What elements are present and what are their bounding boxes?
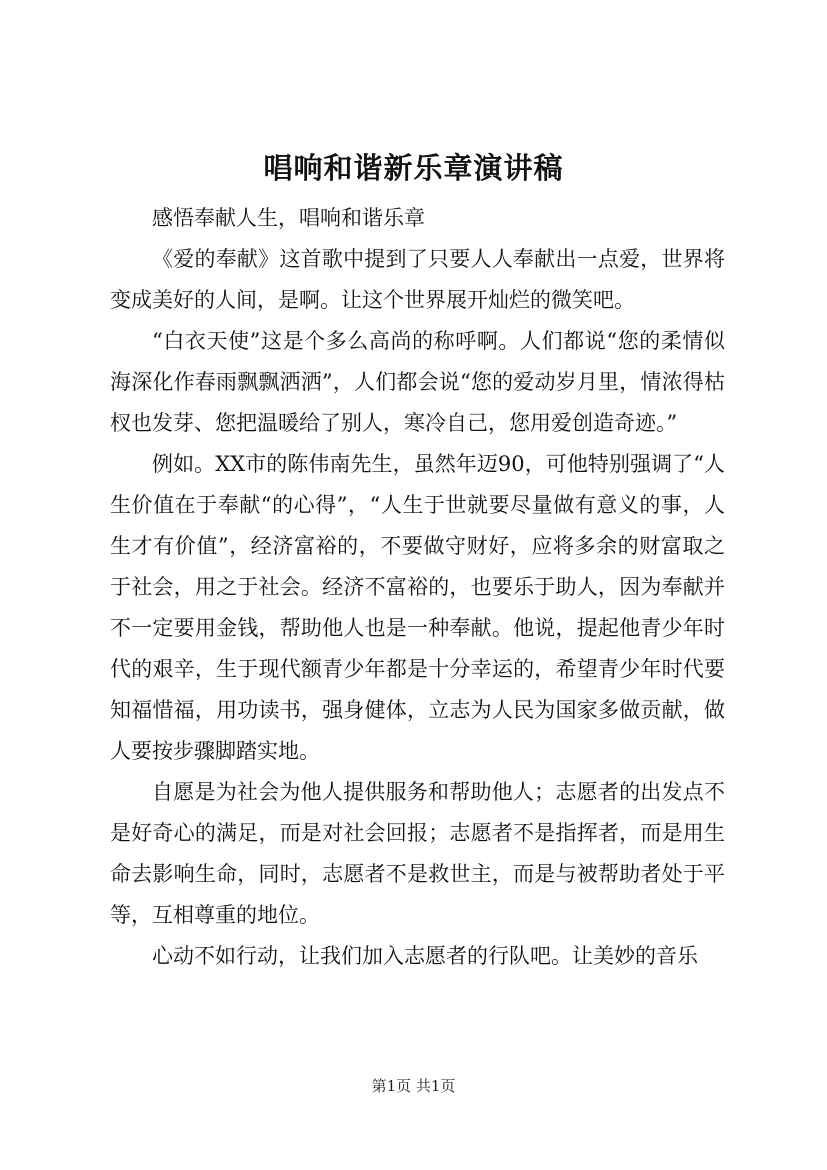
paragraph: 例如。XX市的陈伟南先生，虽然年迈90，可他特别强调了“人生价值在于奉献“的心得”，“人生于世就要尽量做有意义的事，人生才有价值”，经济富裕的，不要做守财好，应将多余的财富取之于社会，用之于社会。经济不富裕的，也要乐于助人，因为奉献并不一定要用金钱，帮助他人也是一种奉献。他说，提起他青少年时代的艰辛，生于现代额青少年都是十分幸运的，希望青少年时代要知福惜福，用功读书，强身健体，立志为人民为国家多做贡献，做人要按步骤脚踏实地。 <box>110 452 725 763</box>
document-body <box>110 198 725 977</box>
paragraph: 心动不如行动，让我们加入志愿者的行队吧。让美妙的音乐 <box>152 944 698 968</box>
paragraph: 自愿是为社会为他人提供服务和帮助他人；志愿者的出发点不是好奇心的满足，而是对社会回报；志愿者不是指挥者，而是用生命去影响生命，同时，志愿者不是救世主，而是与被帮助者处于平等，互相尊重的地位。 <box>110 780 725 927</box>
paragraph-subtitle: 感悟奉献人生，唱响和谐乐章 <box>152 206 425 230</box>
paragraph: 《爱的奉献》这首歌中提到了只要人人奉献出一点爱，世界将变成美好的人间，是啊。让这个世界展开灿烂的微笑吧。 <box>110 247 725 312</box>
page-footer: 第1页 共1页 <box>371 1077 456 1095</box>
page-title: 唱响和谐新乐章演讲稿 <box>263 151 564 185</box>
paragraph: “白衣天使”这是个多么高尚的称呼啊。人们都说“您的柔情似海深化作春雨飘飘洒洒”，人们都会说“您的爱动岁月里，情浓得枯杈也发芽、您把温暖给了别人，寒冷自己，您用爱创造奇迹。” <box>110 329 725 435</box>
